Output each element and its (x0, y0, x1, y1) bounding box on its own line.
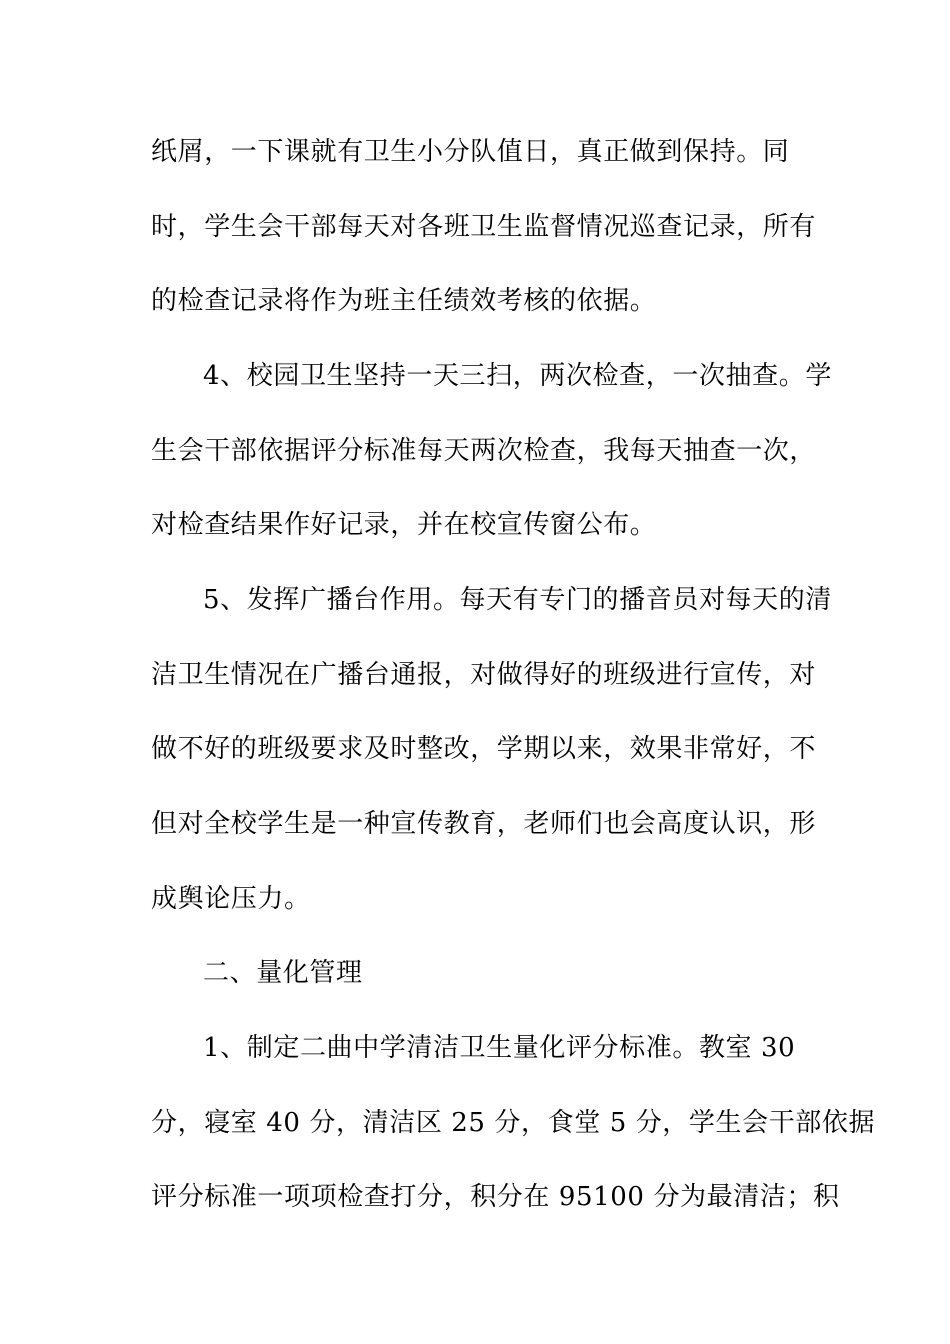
paragraph-start-line: 4、校园卫生坚持一天三扫，两次检查，一次抽查。学 (203, 361, 832, 391)
paragraph-start-line: 1、制定二曲中学清洁卫生量化评分标准。教室 30 (203, 1033, 796, 1063)
text-line: 做不好的班级要求及时整改，学期以来，效果非常好，不 (151, 734, 817, 764)
text-line: 生会干部依据评分标准每天两次检查，我每天抽查一次， (151, 436, 817, 466)
text-line: 纸屑，一下课就有卫生小分队值日，真正做到保持。同 (151, 137, 790, 167)
text-line: 评分标准一项项检查打分，积分在 95100 分为最清洁；积 (151, 1182, 840, 1212)
text-line: 对检查结果作好记录，并在校宣传窗公布。 (151, 510, 657, 540)
section-heading: 二、量化管理 (203, 958, 363, 988)
paragraph-start-line: 5、发挥广播台作用。每天有专门的播音员对每天的清 (203, 585, 832, 615)
text-line: 时，学生会干部每天对各班卫生监督情况巡查记录，所有 (151, 212, 817, 242)
text-line: 但对全校学生是一种宣传教育，老师们也会高度认识，形 (151, 809, 817, 839)
text-line: 洁卫生情况在广播台通报，对做得好的班级进行宣传，对 (151, 660, 817, 690)
text-line: 成舆论压力。 (151, 884, 311, 914)
text-line: 分，寝室 40 分，清洁区 25 分，食堂 5 分，学生会干部依据 (151, 1108, 876, 1138)
text-line: 的检查记录将作为班主任绩效考核的依据。 (151, 286, 657, 316)
